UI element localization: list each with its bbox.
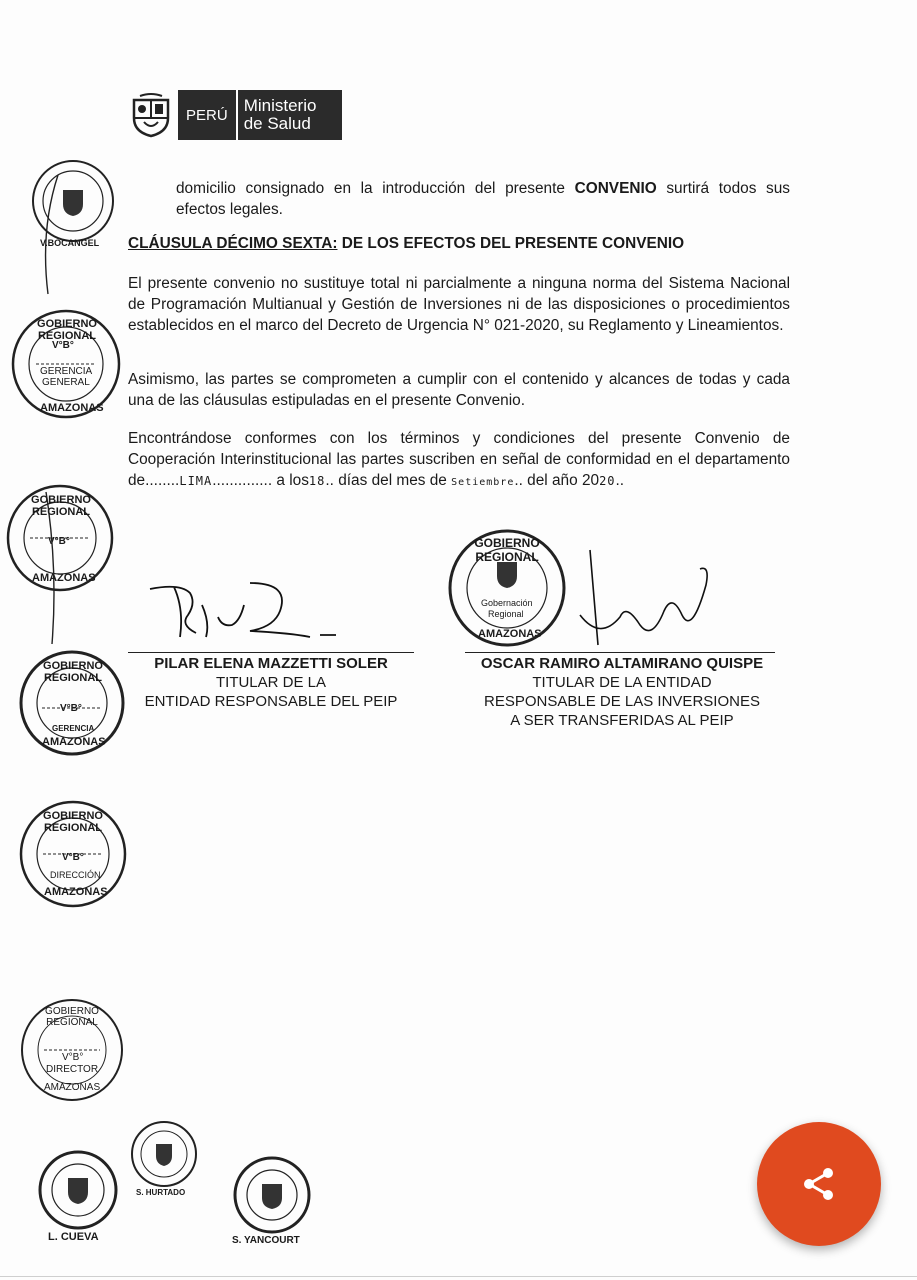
signature-left-scribble <box>140 575 350 655</box>
stamp5-top: GOBIERNO REGIONAL <box>43 810 103 834</box>
stamp-label-cueva: L. CUEVA <box>48 1231 99 1243</box>
stamp4-top: GOBIERNO REGIONAL <box>43 660 103 684</box>
p4-text-d: del año 20 <box>522 472 600 489</box>
stamp-label-hurtado: S. HURTADO <box>136 1188 186 1197</box>
signer-right-name: OSCAR RAMIRO ALTAMIRANO QUISPE <box>480 655 764 672</box>
stamp7-gobernacion: Gobernación <box>481 598 533 608</box>
logo-ministry-line1: Ministerio <box>243 96 317 115</box>
p4-text-c: días del mes de <box>333 472 452 489</box>
stamp-label-bocangel: V.BOCANGEL <box>40 238 100 248</box>
signer-right-title-3: A SER TRANSFERIDAS AL PEIP <box>510 712 734 729</box>
minsa-logo <box>130 90 342 140</box>
signature-right-scribble <box>560 545 730 655</box>
share-icon <box>799 1164 839 1204</box>
stamp2-vb: V°B° <box>52 340 74 351</box>
p4-dots-2: .. <box>325 472 334 489</box>
stamp5-direccion: DIRECCIÓN <box>50 870 101 880</box>
stamp7-top: GOBIERNO REGIONAL <box>474 536 540 564</box>
logo-country: PERÚ <box>178 90 238 140</box>
paragraph-no-sustituye: El presente convenio no sustituye total ni parcialmente a ninguna norma del Sistema Nacional de Programación Multianual y Gestión de Inversiones ni de las disposiciones o procedimientos establecidos en el marco del Decreto de Urgencia N° 021-2020, su Reglamento y Lineamientos. <box>128 275 790 334</box>
paragraph-domicilio <box>176 178 790 220</box>
logo-box <box>178 90 342 140</box>
p1-bold: CONVENIO <box>574 180 657 197</box>
clause-title: CLÁUSULA DÉCIMO SEXTA: <box>128 235 338 252</box>
p4-dots-1b: .............. <box>212 472 273 489</box>
p4-day: 18 <box>308 474 326 488</box>
stamp2-bottom: AMAZONAS <box>40 402 104 414</box>
stamp2-general: GENERAL <box>42 377 90 388</box>
signer-left-name: PILAR ELENA MAZZETTI SOLER <box>154 655 388 672</box>
signer-right-title <box>462 673 782 730</box>
stamp-label-yancourt: S. YANCOURT <box>232 1235 300 1246</box>
initial-mark-1 <box>36 170 66 300</box>
stamp4-vb: V°B° <box>60 703 82 714</box>
p4-text-b: a los <box>272 472 309 489</box>
paragraph-conformes <box>128 428 790 493</box>
clause-heading <box>128 235 684 253</box>
stamp5-bottom: AMAZONAS <box>44 886 108 898</box>
stamp3-bottom: AMAZONAS <box>32 572 96 584</box>
stamp3-top: GOBIERNO REGIONAL <box>31 494 91 518</box>
p4-text-a: Encontrándose conformes con los términos y condiciones del presente Convenio de Cooperación Interinstitucional las partes suscriben en señal de conformidad en el departamento de <box>128 430 790 489</box>
stamp6-top: GOBIERNO REGIONAL <box>45 1006 99 1028</box>
page-edge-divider <box>0 1276 917 1277</box>
stamp6-director: DIRECTOR <box>46 1064 99 1075</box>
initial-mark-2 <box>40 488 70 648</box>
p1-text-a: domicilio consignado en la introducción del presente <box>176 180 575 197</box>
signer-right-title-2: RESPONSABLE DE LAS INVERSIONES <box>484 693 760 710</box>
stamp6-vb: V°B° <box>62 1052 84 1063</box>
clause-subtitle: DE LOS EFECTOS DEL PRESENTE CONVENIO <box>337 235 685 252</box>
stamp7-bottom: AMAZONAS <box>478 628 542 640</box>
stamp-minsa-cueva <box>38 1150 118 1230</box>
p4-dots-3: .. <box>514 472 523 489</box>
paragraph-asimismo: Asimismo, las partes se comprometen a cumplir con el contenido y alcances de todas y cada una de las cláusulas estipuladas en el presente Convenio. <box>128 371 790 409</box>
stamp6-bottom: AMAZONAS <box>44 1082 101 1093</box>
p4-year: 20 <box>599 474 616 488</box>
stamp4-bottom: AMAZONAS <box>42 736 106 748</box>
signer-right-title-1: TITULAR DE LA ENTIDAD <box>532 674 712 691</box>
stamp4-gerencia: GERENCIA <box>52 724 95 733</box>
p4-city: LIMA <box>179 474 213 488</box>
p1-text-b: surtirá todos sus efectos legales. <box>176 180 790 218</box>
coat-of-arms-icon <box>130 92 172 138</box>
stamp7-regional: Regional <box>488 609 524 619</box>
signature-line-right <box>465 652 775 653</box>
signature-line-left <box>128 652 414 653</box>
stamp2-top: GOBIERNO REGIONAL <box>37 318 97 342</box>
p4-dots-4: .. <box>615 472 625 489</box>
stamp3-vb: V°B° <box>48 536 70 547</box>
stamp2-gerencia: GERENCIA <box>40 366 93 377</box>
stamp5-vb: V°B° <box>62 852 84 863</box>
logo-ministry-line2: de Salud <box>243 114 311 133</box>
stamp-minsa-yancourt <box>232 1156 312 1234</box>
logo-ministry <box>238 90 343 140</box>
signer-left-title-1: TITULAR DE LA <box>215 674 327 691</box>
stamp-minsa-hurtado <box>130 1120 198 1188</box>
p4-dots-1a: ........ <box>145 472 180 489</box>
signer-left-title-2: ENTIDAD RESPONSABLE DEL PEIP <box>144 693 398 710</box>
signer-left-title <box>128 673 414 711</box>
share-button[interactable] <box>757 1122 881 1246</box>
p4-month: Setiembre <box>451 477 515 488</box>
